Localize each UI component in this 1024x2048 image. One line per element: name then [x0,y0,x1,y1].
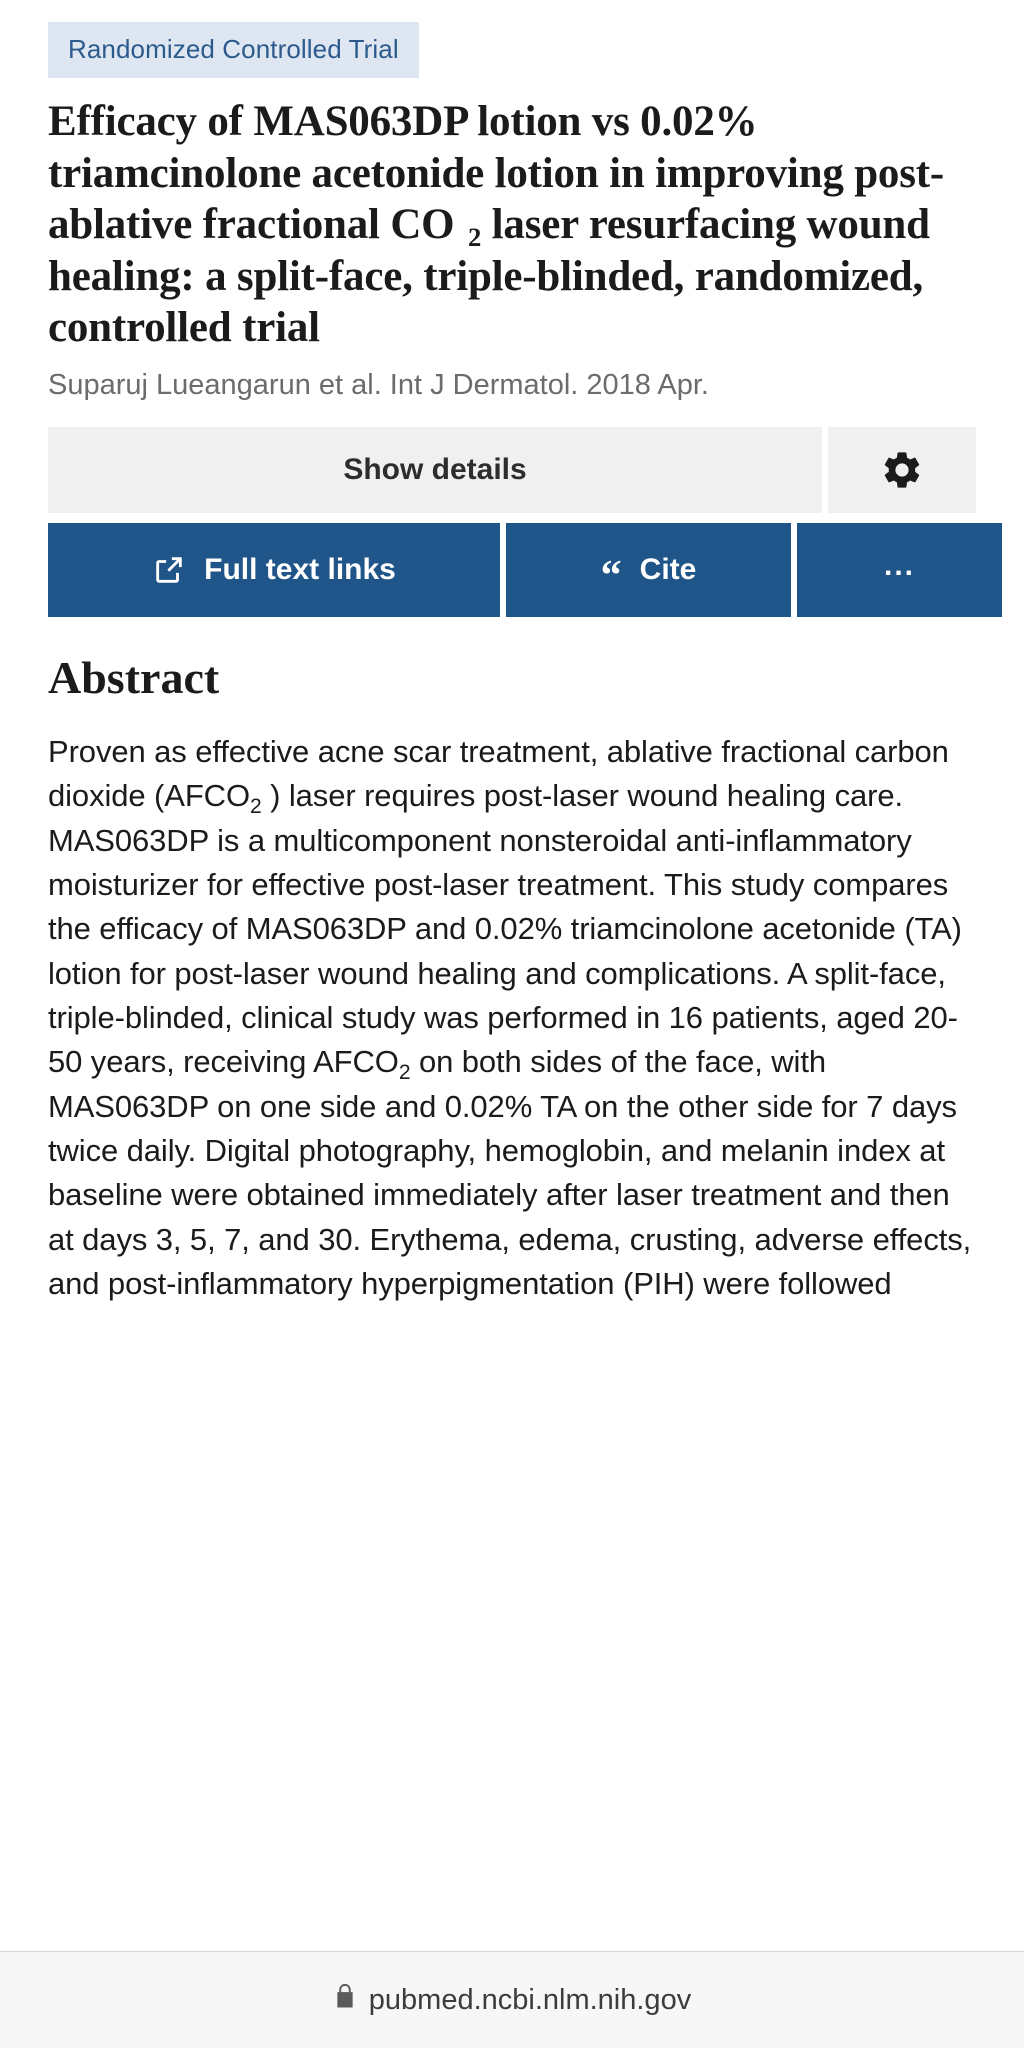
abstract-subscript-2: 2 [398,1060,411,1084]
abstract-body [48,730,976,1306]
settings-button[interactable] [828,427,976,513]
primary-action-row [48,427,976,513]
browser-url-bar[interactable] [0,1951,1024,2048]
publication-type-badge: Randomized Controlled Trial [48,22,419,78]
cite-button[interactable] [506,523,791,617]
abstract-text-2: ) laser requires post-laser wound healing care. MAS063DP is a multicomponent nonsteroidal anti-inflammatory moisturizer for effective post-laser treatment. This study compares the efficacy of MAS063DP and 0.02% triamcinolone acetonide (TA) lotion for post-laser wound healing and complications. A split-face, triple-blinded, clinical study was performed in 16 patients, aged 20-50 years, receiving AFCO [48,778,962,1080]
secondary-action-row [48,523,976,617]
abstract-text-1: Proven as effective acne scar treatment, ablative fractional carbon dioxide (AFCO [48,734,949,814]
title-text-part-1: Efficacy of MAS063DP lotion vs 0.02% triamcinolone acetonide lotion in improving post-ablative fractional CO [48,98,944,249]
abstract-heading: Abstract [48,652,220,704]
abstract-subscript-1: 2 [250,794,262,818]
url-text: pubmed.ncbi.nlm.nih.gov [368,1983,692,2016]
page-title [48,96,976,354]
full-text-links-label: Full text links [204,553,396,587]
title-subscript: 2 [467,222,482,253]
content-fade [0,1908,1024,1952]
cite-label: Cite [639,553,697,587]
quote-icon: “ [600,552,622,599]
gear-icon [880,448,924,492]
external-link-icon [152,553,186,587]
title-text-part-2: laser resurfacing wound healing: a split-face, triple-blinded, randomized, controlled trial [48,201,930,352]
lock-icon [333,1982,357,2018]
abstract-text-3: on both sides of the face, with MAS063DP on one side and 0.02% TA on the other side for 7 days twice daily. Digital photography, hemoglobin, and melanin index at baseline were obtained immediately after laser treatment and then at days 3, 5, 7, and 30. Erythema, edema, crusting, adverse effects, and post-inflammatory hyperpigmentation (PIH) were followed [48,1044,972,1302]
full-text-links-button[interactable] [48,523,500,617]
show-details-button[interactable]: Show details [48,427,822,513]
author-journal-line: Suparuj Lueangarun et al. Int J Dermatol. 2018 Apr. [48,368,709,401]
more-actions-button[interactable]: ... [797,523,1002,617]
